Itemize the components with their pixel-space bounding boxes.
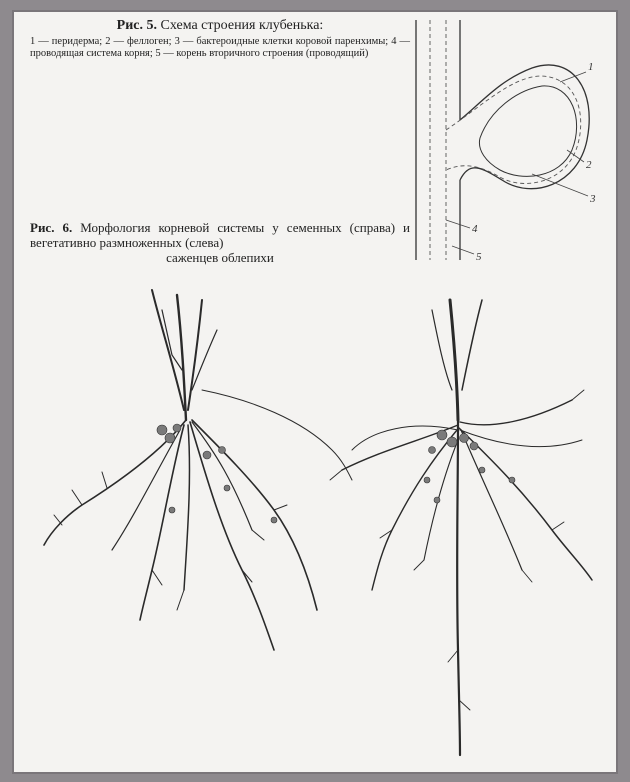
figure-6-label: Рис. 6. <box>30 220 73 235</box>
book-page <box>12 10 618 774</box>
marker-3: 3 <box>590 193 596 205</box>
figure-6-title-text: Морфология корневой системы у семенных (справа) и вегетативно размноженных (слева) <box>30 220 411 250</box>
marker-2: 2 <box>586 159 592 171</box>
right-plant <box>330 300 592 755</box>
marker-4: 4 <box>472 223 478 235</box>
figure-5-label: Рис. 5. <box>116 18 157 33</box>
figure-5-legend: 1 — перидерма; 2 — феллоген; 3 — бактероидные клетки коровой паренхимы; 4 — проводящая система корня; 5 — корень вторичного строения (проводящий) <box>30 36 410 59</box>
right-nodules <box>424 430 515 503</box>
marker-1: 1 <box>588 61 594 73</box>
left-plant <box>44 290 352 650</box>
marker-5: 5 <box>476 251 482 263</box>
root-systems-drawing <box>12 10 618 774</box>
figure-5-title-text: Схема строения клубенька: <box>160 18 324 33</box>
figure-6-title-last-line: саженцев облепихи <box>166 250 274 265</box>
